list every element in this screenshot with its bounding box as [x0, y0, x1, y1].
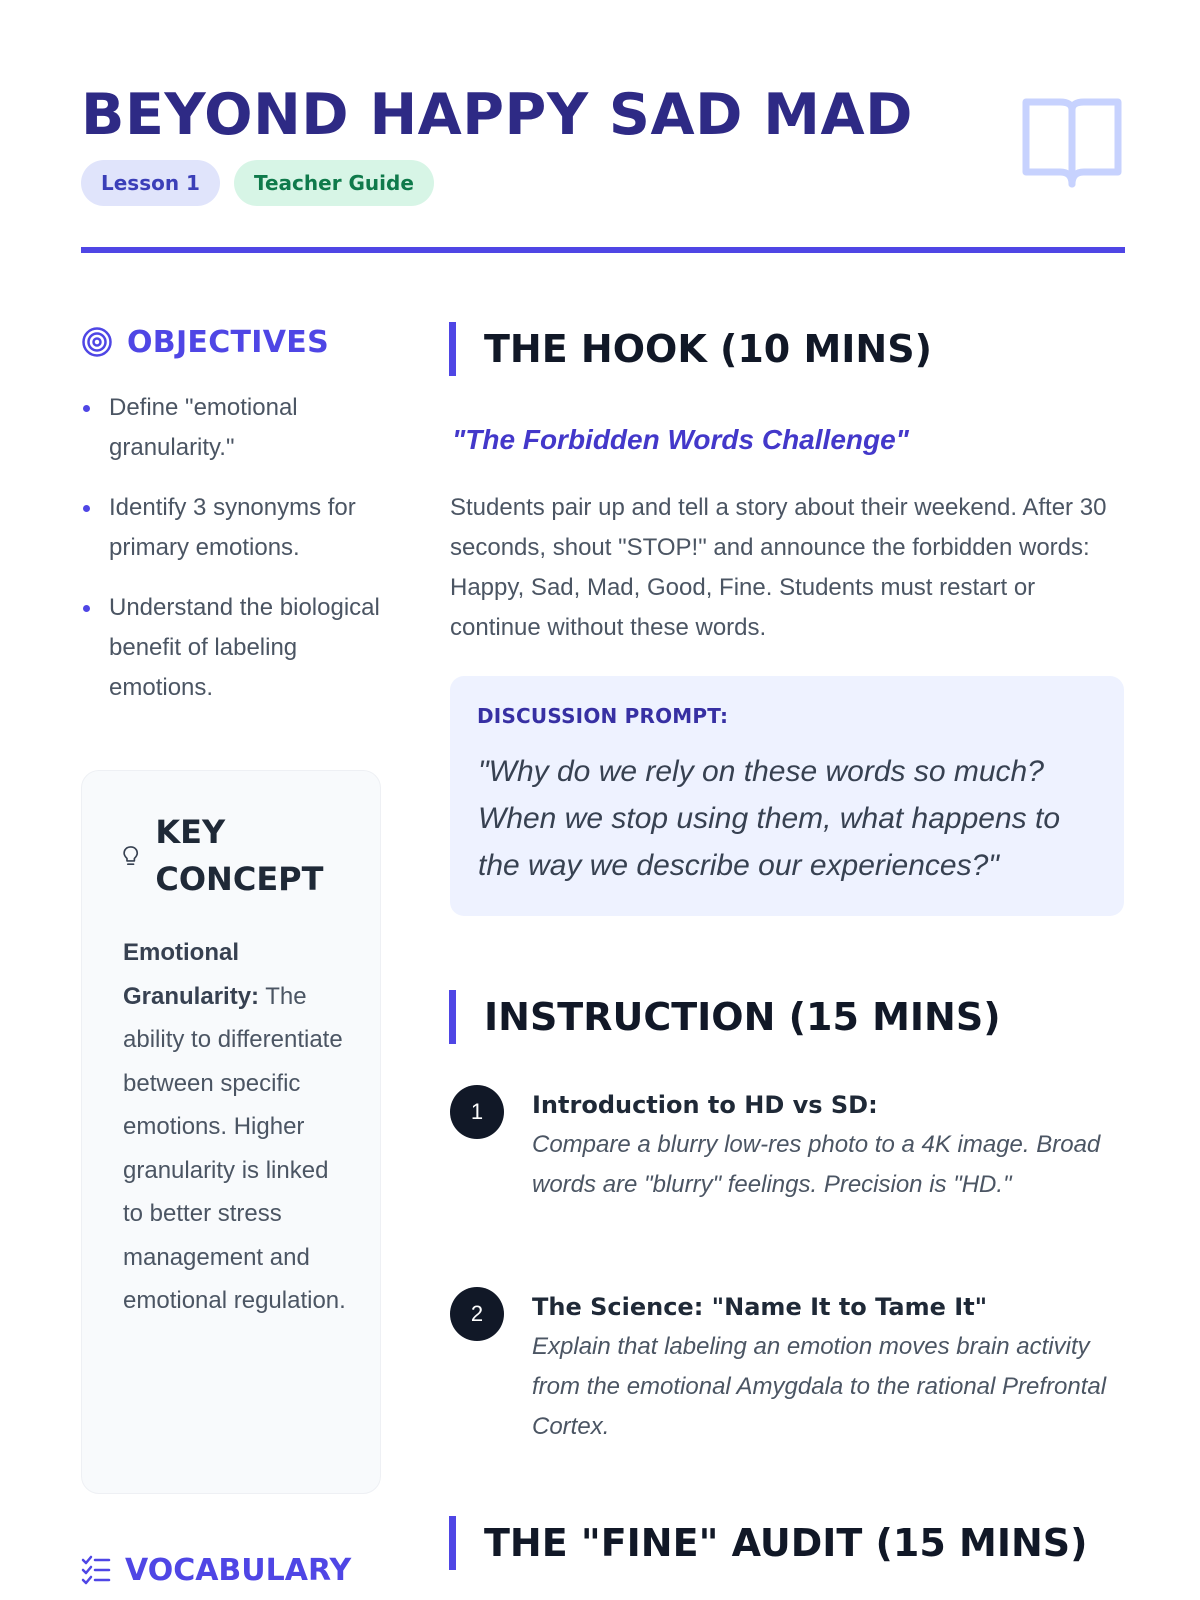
lightbulb-icon [120, 841, 141, 871]
teacher-guide-badge: Teacher Guide [234, 160, 434, 206]
key-concept-card [81, 770, 381, 1494]
discussion-prompt-box [450, 676, 1124, 916]
instruction-step [450, 1287, 1130, 1447]
key-concept-text [123, 931, 353, 1323]
page-header [81, 80, 1125, 206]
bullet-icon [83, 605, 90, 612]
hook-heading-label: THE HOOK (10 MINS) [484, 327, 932, 371]
objective-text: Identify 3 synonyms for primary emotions. [109, 494, 356, 561]
bullet-icon [83, 405, 90, 412]
badge-row [81, 160, 1125, 206]
key-concept-heading-label: KEY CONCEPT [155, 813, 324, 898]
step-number-badge: 1 [450, 1085, 504, 1139]
hook-heading [449, 322, 932, 376]
objectives-heading-label: OBJECTIVES [127, 324, 329, 360]
objectives-section [81, 322, 383, 728]
fine-audit-heading [449, 1516, 1088, 1570]
book-open-icon [1020, 96, 1124, 190]
hook-description: Students pair up and tell a story about their weekend. After 30 seconds, shout "STOP!" and announce the forbidden words: Happy, Sad, Mad, Good, Fine. Students must restart or continue without these words. [450, 494, 1107, 641]
objective-text: Understand the biological benefit of labeling emotions. [109, 594, 380, 701]
key-concept-term: Emotional Granularity: [123, 939, 260, 1010]
step-title: Introduction to HD vs SD: [532, 1091, 878, 1119]
step-description: Compare a blurry low-res photo to a 4K image. Broad words are "blurry" feelings. Precision is "HD." [532, 1131, 1101, 1198]
list-item [81, 388, 383, 468]
hook-subtitle: "The Forbidden Words Challenge" [452, 424, 909, 455]
vocabulary-heading-label: VOCABULARY [125, 1552, 352, 1588]
objectives-list [81, 388, 383, 708]
objective-text: Define "emotional granularity." [109, 394, 298, 461]
fine-audit-heading-label: THE "FINE" AUDIT (15 MINS) [484, 1521, 1088, 1565]
instruction-step [450, 1085, 1130, 1245]
target-icon [81, 326, 113, 358]
discussion-prompt-title: DISCUSSION PROMPT: [477, 704, 729, 728]
instruction-heading [449, 990, 1001, 1044]
step-number-badge: 2 [450, 1287, 504, 1341]
discussion-prompt-text: "Why do we rely on these words so much? When we stop using them, what happens to the way we describe our experiences?" [478, 755, 1061, 882]
list-item [81, 588, 383, 708]
key-concept-heading [120, 809, 360, 903]
step-description: Explain that labeling an emotion moves brain activity from the emotional Amygdala to the rational Prefrontal Cortex. [532, 1333, 1107, 1440]
instruction-heading-label: INSTRUCTION (15 MINS) [484, 995, 1001, 1039]
list-item [81, 488, 383, 568]
key-concept-definition: The ability to differentiate between specific emotions. Higher granularity is linked to better stress management and emotional regulation. [123, 982, 346, 1314]
page-title: BEYOND HAPPY SAD MAD [81, 82, 913, 148]
header-divider [81, 247, 1125, 253]
lesson-badge: Lesson 1 [81, 160, 220, 206]
checklist-icon [81, 1555, 111, 1585]
vocabulary-heading [81, 1550, 351, 1590]
objectives-heading [81, 322, 383, 362]
bullet-icon [83, 505, 90, 512]
step-title: The Science: "Name It to Tame It" [532, 1293, 988, 1321]
